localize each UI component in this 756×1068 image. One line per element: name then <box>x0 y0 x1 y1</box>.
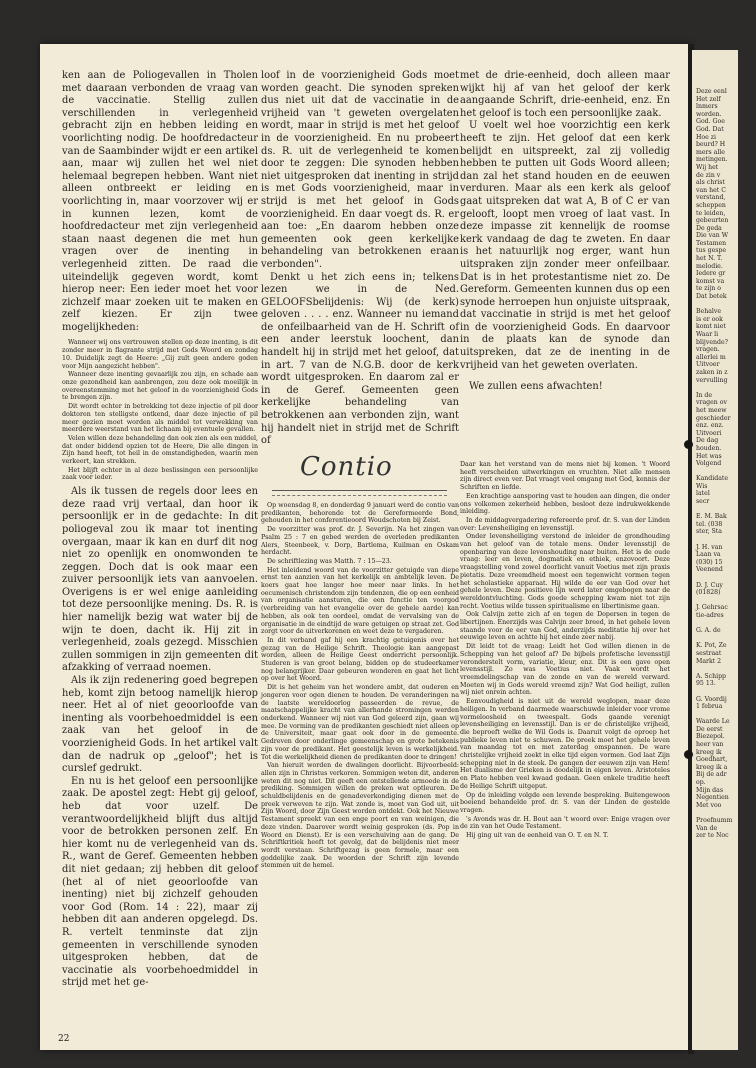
next-page-line: De eerst <box>696 725 723 733</box>
column-2 <box>261 70 459 447</box>
quoted-paragraph: Velen willen deze behandeling dan ook zien als een middel, dat onder biddend opzien tot de Heere, Die alle dingen in Zijn hand heeft, tot heil in de omstandigheden, waarin men verkeert, kan strekken. <box>62 434 258 466</box>
report-paragraph: De schriftlezing was Matth. 7 : 15—23. <box>267 557 392 565</box>
next-page-line: sestraat <box>696 649 722 657</box>
next-page-line: D. J. Cuy <box>696 581 723 589</box>
next-page-line <box>696 809 756 817</box>
next-page-line: ster, Sta <box>696 528 722 536</box>
next-page-line <box>696 711 756 719</box>
quoted-paragraph: Wanneer wij ons vertrouwen stellen op deze inenting, is dit zonder meer in flagrante strijd met Gods Woord en zondag 10. Duidelijk zegt de Heere: „Gij zult geen andere goden voor Mijn aangezicht hebben". <box>62 339 258 370</box>
next-page-line <box>696 384 756 392</box>
next-page-line <box>696 506 756 514</box>
report-paragraph: In dit verband gaf hij een krachtig getuigenis over het gezag van de Heilige Schrift. Theologie kan aangepast worden, alleen de Heilige Geest onderricht persoonlijk. Studeren is van groot belang, bidden op de studeerkamer nog belangrijker. Daar gebeuren wonderen en gaat het licht op over het Woord. <box>261 636 459 683</box>
next-page-line: van het C <box>696 186 726 194</box>
next-page-line: vervulling <box>696 376 728 384</box>
next-page-line <box>696 688 756 696</box>
report-paragraph: 's Avonds was dr. H. Bout aan 't woord over: Enige vragen over de zin van het Oude Testament. <box>460 815 670 831</box>
next-page-line: Laan va <box>696 551 721 559</box>
next-page-line: beurd? H <box>696 141 726 149</box>
report-paragraph: Ook Calvijn zette zich af en tegen de Dopersen in tegen de libertijnen. Enerzijds was Calvijn zeer breed, in het gehele leven staande voor de eer van God, anderzijds meditatie hij over het eeuwige leven en achtte hij het einde zeer nabij. <box>460 611 670 642</box>
next-page-line: blijvende? <box>696 338 728 346</box>
next-page-line: tie-adres <box>696 611 724 619</box>
next-page-line: (01828) <box>696 589 721 597</box>
next-page-line: Behalve <box>696 308 722 316</box>
next-page-line: Proefnumm <box>696 817 733 824</box>
next-page-line: Waar li <box>696 331 719 338</box>
column-5 <box>460 461 670 1042</box>
next-page-line: Het zelf <box>696 95 721 103</box>
paragraph: Denkt u het zich eens in; telkens lezen we in de Ned. GELOOFSbelijdenis: Wij (de kerk) geloven . . . . enz. Wanneer nu iemand de onfeilbaarheid van de H. Schrift of een ander leerstuk loochent, dan handelt hij in strijd met het geloof, dat in art. 7 van de N.G.B. door de kerk wordt uitgesproken. En daarom zal er in de Geref. Gemeenten geen kerkelijke behandeling van betrokkenen aan verbonden zijn, want hij handelt niet in strijd met de Schrift of <box>261 271 459 447</box>
next-page-line: Uitvoer <box>696 361 720 369</box>
next-page-line: allerlei m <box>696 353 726 361</box>
next-page-line: K. Pot, Ze <box>696 642 727 650</box>
next-page-line: de zin v <box>696 171 721 179</box>
next-page-line: te zijn o <box>696 285 721 293</box>
quoted-paragraph: Het blijft echter in al deze beslissingen een persoonlijke zaak voor ieder. <box>62 466 258 482</box>
next-page-line: Bij de adr <box>696 771 727 779</box>
report-paragraph: Het inleidend woord van de voorzitter getuigde van diepe ernst ten aanzien van het kerkelijk en ambtelijk leven. De koers gaat hoe langer hoe meer naar links. In het oecumenisch christendom zijn tendenzen, die op een eenheid van organisatie aansturen, die een functie ten voorgod (verbreiding van het evangelie over de gehele aarde) kan hebben, als ook ten oordeel, omdat de vervalsing van de organisatie in de eindtijd de ware getuigen op straat zet. God zorgt voor de uitverkorenen en weet deze te vergaderen. <box>261 566 459 636</box>
heading-underline <box>272 490 447 496</box>
next-page-line: 1 februa <box>696 703 723 711</box>
column-1 <box>62 70 258 989</box>
next-page-line: houden. <box>696 444 722 452</box>
report-paragraph: Dit is het geheim van het wondere ambt, dat ouderen en jongeren voor ogen dienen te houden. De veranderingen na de laatste wereldoorlog passeerden de revue, de maatschappelijke kracht van allerhande stromingen werden onderkend. Wanneer wij niet van God geleerd zijn, gaan wij mee. De vorming van de predikanten geschiedt niet alleen op de Universiteit, maar gaat ook door in de gemeente. Gedreven door onderlinge gemeenschap en grote betekenis zijn voor de predikant. Het geestelijk leven is werkelijkheid. Tot die werkelijkheid dienen de predikanten door te dringen! <box>261 684 459 761</box>
next-page-line: is er ook <box>696 315 723 323</box>
next-page-line: Die van W <box>696 232 729 240</box>
next-page-line: mers alle <box>696 148 725 156</box>
next-page-line <box>696 536 756 544</box>
next-page-line: 95 13. <box>696 680 716 688</box>
paragraph: Als ik tussen de regels door lees en deze raad vrij vertaal, dan hoor ik persoonlijk er in de gedachte: In dit poliogeval zou ik maar tot inenting overgaan, maar ik kan en durf dit nog niet zo openlijk en onomwonden te zeggen. Doch dat is ook maar een zuiver persoonlijk iets van aanvoelen. Overigens is er wel enige aanleiding tot deze persoonlijke mening. Ds. R. is hier namelijk bezig wat water bij de wijn te doen, dacht ik. Hij zit in verlegenheid, zoals gezegd. Misschien zullen sommigen in zijn gemeenten dit afzakking of verraad noemen. <box>62 486 258 674</box>
next-page-line: vragen ov <box>696 399 727 407</box>
next-page-line: Wij het <box>696 163 719 171</box>
next-page-line: Waarde Le <box>696 718 730 726</box>
next-page-line: Hoe zi <box>696 133 716 141</box>
next-page-line: A. Schipp <box>696 672 726 680</box>
paragraph: met de drie-eenheid, doch alleen maar wijkt hij af van het geloof der kerk aangaande Schrift, drie-eenheid, enz. En het geloof is toch een persoonlijke zaak. <box>460 70 670 119</box>
report-paragraph: Daar kan het verstand van de mens niet bij komen. 't Woord heeft verscheiden uitwerkingen en vruchten. Niet alle mensen zijn direct even ver. Dat vraagt veel omgang met God, kennis der Schriften en liefde. <box>460 461 670 492</box>
report-paragraph: Hij ging uit van de eenheid van O. T. en N. T. <box>466 832 609 840</box>
paragraph: Als ik zijn redenering goed begrepen heb, komt zijn betoog namelijk hierop neer. Het al of niet geoorloofde van inenting als voorbehoedmiddel is een zaak van het geloof in de voorzienigheid Gods. In het artikel valt dan de nadruk op „geloof"; het is curslef gedrukt. <box>62 675 258 775</box>
paragraph: En nu is het geloof een persoonlijke zaak. De apostel zegt: Hebt gij geloof, heb dat voor uzelf. De verantwoordelijkheid blijft dus altijd voor de betrokken personen zelf. En hier komt nu de verlegenheid van ds. R., want de Geref. Gemeenten hebben dit niet gedaan; zij hebben dit geloof (het al of niet geoorloofde van inenting) niet bij zichzelf gehouden voor God (Rom. 14 : 22), maar zij hebben dit aan anderen opgelegd. Ds. R. vertelt tenminste dat zijn gemeenten in verschillende synoden uitgesproken hebben, dat de vaccinatie als voorbehoedmiddel in strijd met het ge- <box>62 775 258 989</box>
report-paragraph: Op woensdag 8, en donderdag 9 januari werd de contio van predikanten, behorende tot de Gereformeerde Bond, gehouden in het conferentieoord Woudschoten bij Zeist. <box>261 502 459 525</box>
next-page-line: enz. enz. <box>696 422 724 430</box>
next-page-line: zaken in z <box>696 368 728 376</box>
next-page-text <box>696 88 756 840</box>
next-page-line: latel <box>696 490 710 498</box>
next-page-line: tus gespe <box>696 247 727 255</box>
next-page-line: kreeg ik <box>696 748 722 756</box>
next-page-line: melodie. <box>696 262 723 270</box>
quoted-paragraph: Dit wordt echter in betrekking tot deze injectie of pil door doktoren ten stelligste ontkend, daar deze injectie of pil meer gezien moet worden als middel tot verwekking van meerdere weerstand van het lichaam bij eventuele gevallen. <box>62 403 258 434</box>
report-paragraph: Dit leidt tot de vraag: Leidt het God willen dienen in de Schepping van het geloof af? De bijbels profetische levensstijl veronderstelt vorm, variatie, kleur, enz. Dit is een gave open levensstijl. Zo was Voetius niet. Vaak wordt het vreemdelingschap van de zonde en van de wereld verward. Moeten wij in Gods wereld vreemd zijn? Wat God heiligt, zullen wij niet onrein achten. <box>460 643 670 697</box>
next-page-line: Testamen <box>696 239 727 247</box>
next-page-line: op. <box>696 779 706 787</box>
next-page-line: Veenend <box>696 566 723 574</box>
report-paragraph: Op de inleiding volgde een levende bespreking. Buitengewoon boeiend behandelde prof. dr. S. van der Linden de gestelde vragen. <box>460 791 670 814</box>
next-page-line <box>696 468 756 476</box>
next-page-line <box>696 635 756 643</box>
next-page-line: Negentien <box>696 794 729 802</box>
report-paragraph: Van hieruit worden de dwalingen doorlicht. Bijvoorbeeld: allen zijn in Christus verkoren. Sommigen weten dit, anderen weten dit nog niet. Dit geeft een ontstellende armoede in de prediking. Sommigen willen de preken wat optleuren. De schuldbelijdenis en de genadeverkondiging dienen met de preek verweven te zijn. Wat zonde is, moet van God uit, uit Zijn Woord, door Zijn Geest worden ontdekt. Ook het Nieuwe Testament spreekt van een enge poort en van weinigen, die deze vinden. Daarover wordt weinig gesproken (ds. Pop in Woord en Dienst). Er is een verschuiving aan de gang. De Schriftkritiek heeft tot gevolg, dat de belijdenis niet meer wordt verstaan. Schriftgezag is geen formele, maar een goddelijke zaak. De woorden der Schrift zijn levende stemmen uit de hemel. <box>261 762 459 870</box>
next-page-line: Dat betek <box>696 293 727 301</box>
next-page-line: metingen. <box>696 156 728 164</box>
next-page-line: Mijn das <box>696 786 724 794</box>
next-page-line <box>696 620 756 628</box>
next-page-line: het N. T. <box>696 255 723 263</box>
page-number: 22 <box>58 1034 70 1044</box>
next-page-line: De dag <box>696 437 719 445</box>
paragraph: U voelt wel hoe voorzichtig een kerk heeft te zijn. Het geloof dat een kerk belijdt en uitspreekt, zal zij volledig hebben te putten uit Gods Woord alleen; dan zal het stand houden en de eeuwen verduren. Maar als een kerk als geloof gaat uitspreken dat wat A, B of C er van gelooft, loopt men vroeg of laat vast. In deze impasse zit kennelijk de roomse kerk vandaag de dag te zweten. En daar is het natuurlijk nog erger, want hun uitspraken zijn zonder meer onfeilbaar. Dat is in het protestantisme niet zo. De Gereform. Gemeenten kunnen dus op een synode herroepen hun onjuiste uitspraak, dat vaccinatie in strijd is met het geloof in de voorzienigheid Gods. En daarvoor in de plaats kan de synode dan uitspreken, dat ze de inenting in de vrijheid van het geweten overlaten. <box>460 120 670 371</box>
next-page-line: Met voo <box>696 801 722 809</box>
section-heading: Contio <box>300 452 393 482</box>
next-page-line <box>696 665 756 673</box>
closing-line: We zullen eens afwachten! <box>469 381 603 393</box>
next-page-line <box>696 597 756 605</box>
report-paragraph: In de middagvergadering refereerde prof. dr. S. van der Linden over: Levensheiliging en levensstijl. <box>460 516 670 532</box>
paragraph: ken aan de Poliogevallen in Tholen met daaraan verbonden de vraag van de vaccinatie. Stellig zullen verschillenden in verlegenheid gebracht zijn en hebben leiding en voorlichting nodig. De hoofdredacteur van de Saambinder wijdt er een artikel aan, maar wij zullen het wel niet helemaal begrepen hebben. Want niet alleen ontbreekt er leiding en voorlichting in, maar voorzover wij er in kunnen lezen, komt de hoofdredacteur met zijn verlegenheid staan naast degenen die met hun vragen over de inenting in verlegenheid zitten. De raad die uiteindelijk gegeven wordt, komt hierop neer: Een ieder moet het voor zichzelf maar zoeken uit te maken en zelf kiezen. Er zijn twee mogelijkheden: <box>62 70 258 333</box>
next-page-line <box>696 301 756 309</box>
next-page-line: gebeurten <box>696 217 729 225</box>
next-page-line: Van de <box>696 824 718 832</box>
next-page-line: secr <box>696 498 710 506</box>
next-page-line: Iedere gr <box>696 270 726 278</box>
next-page-line: heer van <box>696 741 724 749</box>
report-paragraph: Een krachtige aansporing vast te houden aan dingen, die onder ons volkomen zekerheid hebben, besloot deze indrukwekkende inleiding. <box>460 492 670 516</box>
next-page-line: geschieder <box>696 414 731 422</box>
next-page-line: lnmers <box>696 103 718 111</box>
next-page-line: verstand, <box>696 194 726 202</box>
next-page-line: tel. (038 <box>696 520 723 528</box>
report-paragraph: Onder levensheiliging verstond de inleider de grondhouding van het geloof van de totale mens. Onder levensstijl de openbaring van deze levenshouding naar buiten. Het is de oude vraag: leer en leven, dogmatiek en ethiek, enzovoort. Deze vraagstelling vond zowel doorlicht vanuit Voetius met zijn praxis pietatis. Deze vreemdheid moest een tegenwicht vormen tegen het scholastieke apparaat. Hij wilde de eer van God over het gehele leven. Deze positieve lijn werd later omgebogen naar de wereldontvluchting. Gods goede schepping kwam niet tot zijn recht. Voetius wilde tussen spiritualisme en libertinisme gaan. <box>460 533 670 610</box>
next-page-line: Wis <box>696 482 708 490</box>
next-page-line: worden. <box>696 110 722 118</box>
next-page-line: God. Dat <box>696 125 724 133</box>
next-page-line: E. M. Bak <box>696 513 727 521</box>
next-page-line: Volgend <box>696 460 722 468</box>
next-page-line: In de <box>696 391 713 399</box>
report-paragraph: Eenvoudigheid is niet uit de wereld weglopen, maar deze heiligen. In verband daarmede waarschuwde inleider voor vrome vormeloosheid en tweespalt. Gods gaande verenigt levensheiliging en levensstijl. Dan is er de christelijke vrijheid, die beproeft welke de Wil Gods is. Daaruit volgt de oproep het publieke leven niet te schuwen. De preek moet het gehele leven van maandag tot en met zaterdag omspannen. De ware christelijke vrijheid zoekt in elke tijd eigen vormen. God laat Zijn schepping niet in de steek. De gangen der eeuwen zijn van Hem! Het dualisme der Grieken is doodelijk in eigen leven. Aristoteles en Plato hebben veel kwaad gedaan. Geen enkele traditie heeft de Heilige Schrift uitgeput. <box>460 698 670 790</box>
binding-hole <box>684 750 693 759</box>
next-page-line: Deze eenl <box>696 88 727 95</box>
next-page-line: Markt 2 <box>696 657 722 665</box>
next-page-line: G. Voordij <box>696 695 727 703</box>
next-page-line: Uitvoeri <box>696 429 722 437</box>
next-page-line: als christ <box>696 179 725 187</box>
next-page-line: Goedhart, <box>696 756 728 764</box>
magazine-page <box>40 44 690 1050</box>
next-page-line: J. Gehrsac <box>696 604 728 612</box>
next-page-line: kreeg ik a <box>696 763 728 771</box>
next-page-line: G. A. de <box>696 627 721 635</box>
next-page-edge <box>692 50 738 1050</box>
binding-hole <box>684 440 693 449</box>
column-4 <box>261 502 459 1042</box>
next-page-line: De geda <box>696 224 722 232</box>
next-page-line: God. Goe <box>696 118 725 126</box>
next-page-line <box>696 574 756 582</box>
next-page-line: te leiden, <box>696 209 726 217</box>
next-page-line: scheppen <box>696 201 726 209</box>
next-page-line: zer te Noc <box>696 832 729 840</box>
next-page-line: vragen. <box>696 346 720 354</box>
next-page-line: Het was <box>696 452 722 460</box>
next-page-line: het meew <box>696 406 727 414</box>
next-page-line: komt niet <box>696 323 726 331</box>
next-page-line: Kandidate <box>696 475 729 483</box>
quoted-paragraph: Wanneer deze inenting gevaarlijk zou zijn, en schade aan onze gezondheid kan aanbrengen, zou deze ook moeilijk in overeenstemming met het geloof in de voorzienigheid Gods te brengen zijn. <box>62 371 258 402</box>
column-3 <box>460 70 670 456</box>
paragraph: loof in de voorzienigheid Gods moet worden geacht. Die synoden spreken dus niet uit dat de vaccinatie in de vrijheid van 't geweten overgelaten wordt, maar in strijd is met het geloof in de voorzienigheid. En nu probeert ds. R. uit de verlegenheid te komen door te zeggen: Die synoden hebben niet uitgesproken dat inenting in strijd is met Gods voorzienigheid, maar in strijd is met het geloof in Gods voorzienigheid. En daar voegt ds. R. er aan toe: „En daarom hebben onze gemeenten ook geen kerkelijke behandeling van betrokkenen eraan verbonden". <box>261 70 459 270</box>
next-page-line: J. H. van <box>696 543 723 551</box>
next-page-line: Biezepol. <box>696 733 725 741</box>
report-paragraph: De voorzitter was prof. dr. J. Severijn. Na het zingen van Psalm 25 : 7 en gebed werden de overleden predikanten Alers, Steenbeek, v. Dorp, Bartlema, Kuilman en Oskam herdacht. <box>261 526 459 557</box>
next-page-line: (030) 15 <box>696 558 723 566</box>
next-page-line: komst va <box>696 277 725 285</box>
